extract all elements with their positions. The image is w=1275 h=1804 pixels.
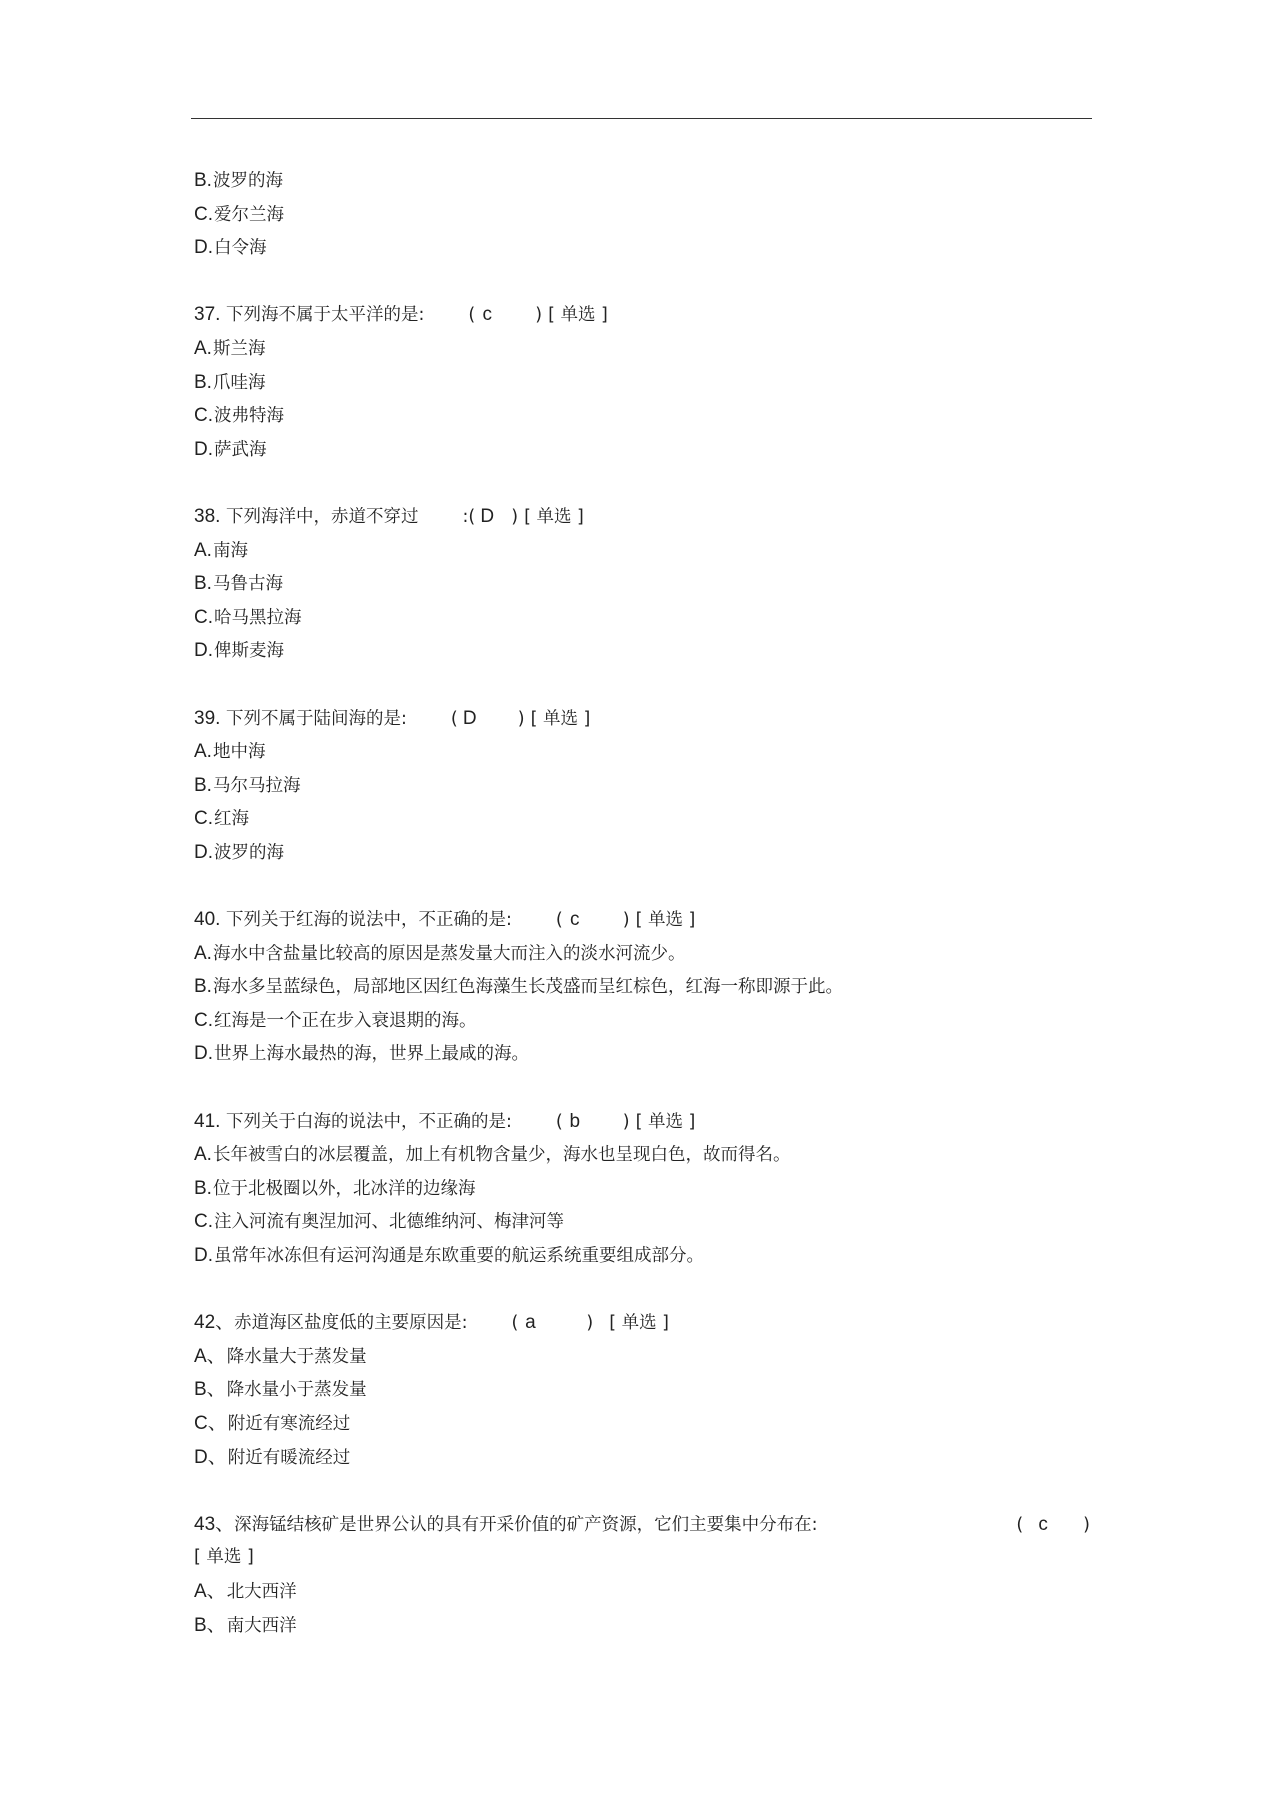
option-text: 南海: [212, 540, 248, 561]
question-type-tag: [ 单选 ]: [530, 708, 591, 729]
option-a: [194, 332, 1094, 366]
option-letter: C.: [194, 1211, 213, 1233]
option-letter: B.: [194, 976, 212, 998]
option-text: 世界上海水最热的海，世界上最咸的海。: [214, 1044, 529, 1065]
answer: c: [482, 304, 492, 326]
option-text: 爪哇海: [212, 372, 266, 393]
option-text: 海水多呈蓝绿色，局部地区因红色海藻生长茂盛而呈红棕色，红海一称即源于此。: [212, 977, 843, 998]
question-42: [194, 1306, 1094, 1340]
answer-close: ): [535, 305, 543, 326]
answer: a: [525, 1312, 536, 1334]
option-letter: D.: [194, 1043, 213, 1065]
option-text: 注入河流有奥涅加河、北德维纳河、梅津河等: [214, 1212, 564, 1233]
option-text: 长年被雪白的冰层覆盖，加上有机物含量少，海水也呈现白色，故而得名。: [212, 1145, 791, 1166]
question-40: [194, 903, 1094, 937]
question-stem: 下列海不属于太平洋的是:: [226, 305, 425, 326]
option-a: [194, 1138, 1094, 1172]
question-type-tag: [ 单选 ]: [194, 1547, 254, 1568]
option-letter: D.: [194, 1245, 213, 1266]
answer: D: [480, 505, 495, 527]
question-type-tag: [ 单选 ]: [635, 1111, 696, 1132]
option-text: 北大西洋: [226, 1581, 297, 1602]
option-a: [194, 937, 1094, 971]
answer: c: [1038, 1513, 1048, 1535]
answer-close: ): [511, 506, 519, 527]
question-number: 42、: [194, 1312, 235, 1334]
option-b: [194, 1373, 1094, 1407]
answer-open: (: [468, 305, 476, 326]
option-letter: B.: [194, 1177, 212, 1199]
question-number: 41.: [194, 1110, 221, 1132]
question-number: 40.: [194, 909, 221, 931]
answer: D: [462, 707, 477, 729]
answer-close: ): [622, 1111, 630, 1132]
option-text: 马尔马拉海: [212, 775, 301, 796]
option-letter: B.: [194, 170, 212, 191]
option-c: [194, 1205, 1094, 1239]
option-c: [194, 601, 1094, 635]
option-letter: D、: [194, 1446, 227, 1468]
question-type-tag: [ 单选 ]: [524, 506, 584, 527]
option-text: 马鲁古海: [212, 574, 283, 595]
option-d: [194, 433, 1094, 467]
question-39: [194, 702, 1094, 736]
option-a: [194, 534, 1094, 568]
option-letter: B.: [194, 371, 212, 393]
option-c: [194, 198, 1094, 232]
option-text: 南大西洋: [226, 1615, 297, 1636]
option-letter: C.: [194, 1009, 213, 1031]
option-letter: A、: [194, 1580, 226, 1602]
option-b: [194, 970, 1094, 1004]
document-body: [194, 164, 1094, 1642]
answer-open: (: [555, 1111, 563, 1132]
option-d: [194, 231, 1094, 265]
question-type-tag-line: [194, 1541, 1094, 1575]
option-letter: A.: [194, 741, 212, 763]
answer-open: (: [1016, 1514, 1024, 1535]
option-a: [194, 735, 1094, 769]
question-stem: 下列海洋中，赤道不穿过: [226, 506, 419, 527]
question-type-tag: [ 单选 ]: [635, 910, 696, 931]
option-letter: B.: [194, 573, 212, 595]
option-text: 萨武海: [214, 439, 267, 460]
option-text: 斯兰海: [212, 338, 266, 359]
header-rule: [191, 118, 1092, 119]
option-c: [194, 399, 1094, 433]
option-letter: C.: [194, 606, 213, 628]
question-41: [194, 1105, 1094, 1139]
option-text: 地中海: [212, 742, 266, 763]
option-letter: A.: [194, 1144, 212, 1166]
option-d: [194, 1239, 1094, 1273]
option-letter: C.: [194, 808, 213, 830]
answer-open: (: [555, 910, 563, 931]
question-stem: 下列关于红海的说法中，不正确的是:: [226, 910, 512, 931]
option-d: [194, 1441, 1094, 1475]
option-text: 降水量大于蒸发量: [226, 1346, 367, 1367]
question-type-tag: [ 单选 ]: [609, 1313, 669, 1334]
answer: b: [569, 1110, 581, 1132]
option-b: [194, 164, 1094, 198]
option-text: 波弗特海: [214, 406, 284, 427]
answer-open: (: [511, 1313, 519, 1334]
question-number: 38.: [194, 505, 221, 527]
question-stem: 下列关于白海的说法中，不正确的是:: [226, 1111, 512, 1132]
option-letter: D.: [194, 640, 213, 662]
option-letter: D.: [194, 438, 213, 460]
answer-close: ): [586, 1313, 594, 1334]
option-letter: C、: [194, 1412, 227, 1434]
option-letter: C.: [194, 405, 213, 427]
question-38: [194, 500, 1094, 534]
option-letter: A.: [194, 942, 212, 964]
option-letter: A.: [194, 539, 212, 561]
option-text: 哈马黑拉海: [214, 607, 302, 628]
option-letter: D.: [194, 841, 213, 863]
option-b: [194, 567, 1094, 601]
answer-close: ): [517, 708, 525, 729]
option-text: 俾斯麦海: [214, 641, 284, 662]
option-b: [194, 1172, 1094, 1206]
option-letter: A、: [194, 1345, 226, 1367]
answer: c: [569, 909, 580, 931]
option-letter: B、: [194, 1379, 226, 1401]
question-number: 43、: [194, 1513, 235, 1535]
option-letter: B、: [194, 1614, 226, 1636]
option-text: 波罗的海: [214, 842, 284, 863]
option-text: 红海是一个正在步入衰退期的海。: [214, 1010, 477, 1031]
option-b: [194, 769, 1094, 803]
question-37: [194, 298, 1094, 332]
option-d: [194, 836, 1094, 870]
answer-open: (: [450, 708, 458, 729]
option-letter: D.: [194, 237, 213, 259]
option-text: 降水量小于蒸发量: [226, 1380, 367, 1401]
answer-open: :(: [462, 506, 476, 527]
question-stem: 下列不属于陆间海的是:: [226, 708, 407, 729]
question-stem: 赤道海区盐度低的主要原因是:: [234, 1313, 468, 1334]
option-letter: C.: [194, 203, 213, 225]
question-number: 37.: [194, 304, 221, 326]
option-text: 白令海: [214, 238, 267, 259]
option-text: 波罗的海: [212, 171, 283, 191]
question-type-tag: [ 单选 ]: [548, 305, 608, 326]
question-number: 39.: [194, 707, 221, 729]
option-c: [194, 1407, 1094, 1441]
option-text: 附近有暖流经过: [227, 1447, 351, 1468]
option-text: 附近有寒流经过: [227, 1413, 351, 1434]
option-text: 位于北极圈以外，北冰洋的边缘海: [212, 1178, 476, 1199]
question-stem: 深海锰结核矿是世界公认的具有开采价值的矿产资源，它们主要集中分布在:: [234, 1514, 818, 1535]
option-c: [194, 1004, 1094, 1038]
option-text: 虽常年冰冻但有运河沟通是东欧重要的航运系统重要组成部分。: [214, 1246, 704, 1266]
option-text: 海水中含盐量比较高的原因是蒸发量大而注入的淡水河流少。: [212, 943, 686, 964]
option-b: [194, 1609, 1094, 1643]
option-a: [194, 1340, 1094, 1374]
option-d: [194, 1037, 1094, 1071]
question-43: [194, 1508, 1090, 1542]
option-d: [194, 634, 1094, 668]
option-c: [194, 802, 1094, 836]
option-text: 爱尔兰海: [214, 204, 284, 225]
option-text: 红海: [214, 809, 249, 830]
answer-close: ): [1083, 1514, 1090, 1535]
option-letter: B.: [194, 774, 212, 796]
answer-close: ): [622, 910, 630, 931]
option-letter: A.: [194, 337, 212, 359]
option-b: [194, 366, 1094, 400]
option-a: [194, 1575, 1094, 1609]
